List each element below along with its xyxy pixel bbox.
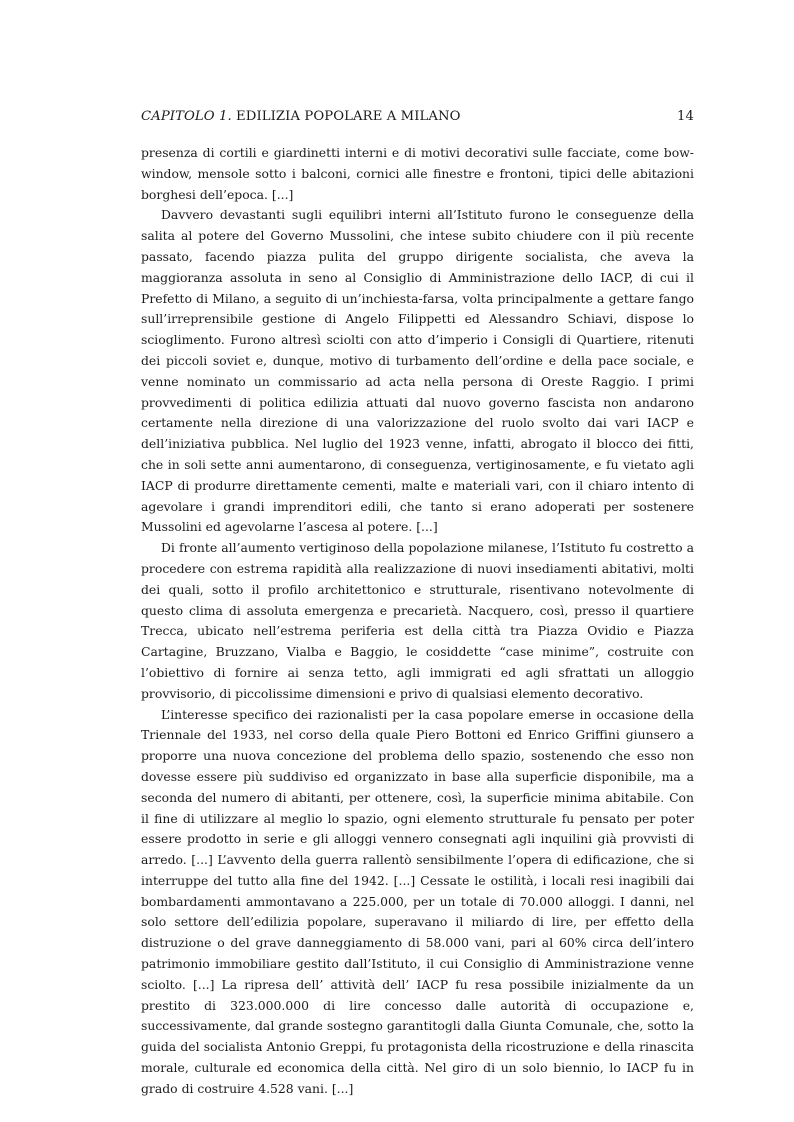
document-page: [141, 107, 694, 1100]
body-text: [141, 143, 694, 1100]
chapter-title: EDILIZIA POPOLARE A MILANO: [236, 109, 461, 124]
page-number: 14: [677, 109, 694, 124]
chapter-label: CAPITOLO 1.: [141, 109, 232, 124]
paragraph-continuation: presenza di cortili e giardinetti interni e di motivi decorativi sulle facciate, come bow-window, mensole sotto i balconi, cornici alle finestre e frontoni, tipici delle abitazioni borghesi dell’epoca. [...]: [141, 145, 694, 202]
paragraph-fascist-government: Davvero devastanti sugli equilibri interni all’Istituto furono le conseguenze della salita al potere del Governo Mussolini, che intese subito chiudere con il più recente passato, facendo piazza pulita del gruppo dirigente socialista, che aveva la maggioranza assoluta in seno al Consiglio di Amministrazione dello IACP, di cui il Prefetto di Milano, a seguito di un’inchiesta-farsa, volta principalmente a gettare fango sull’irreprensibile gestione di Angelo Filippetti ed Alessandro Schiavi, dispose lo scioglimento. Furono altresì sciolti con atto d’imperio i Consigli di Quartiere, ritenuti dei piccoli soviet e, dunque, motivo di turbamento dell’ordine e della pace sociale, e venne nominato un commissario ad acta nella persona di Oreste Raggio. I primi provvedimenti di politica edilizia attuati dal nuovo governo fascista non andarono certamente nella direzione di una valorizzazione del ruolo svolto dai vari IACP e dell’iniziativa pubblica. Nel luglio del 1923 venne, infatti, abrogato il blocco dei fitti, che in soli sette anni aumentarono, di conseguenza, vertiginosamente, e fu vietato agli IACP di produrre direttamente cementi, malte e materiali vari, con il chiaro intento di agevolare i grandi imprenditori edili, che tanto si erano adoperati per sostenere Mussolini ed agevolarne l’ascesa al potere. [...]: [141, 207, 694, 535]
paragraph-razionalisti: L’interesse specifico dei razionalisti per la casa popolare emerse in occasione della Triennale del 1933, nel corso della quale Piero Bottoni ed Enrico Griffini giunsero a proporre una nuova concezione del problema dello spazio, sostenendo che esso non dovesse essere più suddiviso ed organizzato in base alla superficie disponibile, ma a seconda del numero di abitanti, per ottenere, così, la superficie minima abitabile. Con il fine di utilizzare al meglio lo spazio, ogni elemento strutturale fu pensato per poter essere prodotto in serie e gli alloggi vennero consegnati agli inquilini già provvisti di arredo. [...] L’avvento della guerra rallentò sensibilmente l’opera di edificazione, che si interruppe del tutto alla fine del 1942. [...] Cessate le ostilità, i locali resi inagibili dai bombardamenti ammontavano a 225.000, per un totale di 70.000 alloggi. I danni, nel solo settore dell’edilizia popolare, superavano il miliardo di lire, per effetto della distruzione o del grave danneggiamento di 58.000 vani, pari al 60% circa dell’intero patrimonio immobiliare gestito dall’Istituto, il cui Consiglio di Amministrazione venne sciolto. [...] La ripresa dell’ attività dell’ IACP fu resa possibile inizialmente da un prestito di 323.000.000 di lire concesso dalle autorità di occupazione e, successivamente, dal grande sostegno garantitogli dalla Giunta Comunale, che, sotto la guida del socialista Antonio Greppi, fu protagonista della ricostruzione e della rinascita morale, culturale ed economica della città. Nel giro di un solo biennio, lo IACP fu in grado di costruire 4.528 vani. [...]: [141, 706, 694, 1096]
running-header: [141, 107, 694, 127]
paragraph-case-minime: Di fronte all’aumento vertiginoso della popolazione milanese, l’Istituto fu costretto a procedere con estrema rapidità alla realizzazione di nuovi insediamenti abitativi, molti dei quali, sotto il profilo architettonico e strutturale, risentivano notevolmente di questo clima di assoluta emergenza e precarietà. Nacquero, così, presso il quartiere Trecca, ubicato nell’estrema periferia est della città tra Piazza Ovidio e Piazza Cartagine, Bruzzano, Vialba e Baggio, le cosiddette “case minime”, costruite con l’obiettivo di fornire ai senza tetto, agli immigrati ed agli sfrattati un alloggio provvisorio, di piccolissime dimensioni e privo di qualsiasi elemento decorativo.: [141, 540, 694, 701]
